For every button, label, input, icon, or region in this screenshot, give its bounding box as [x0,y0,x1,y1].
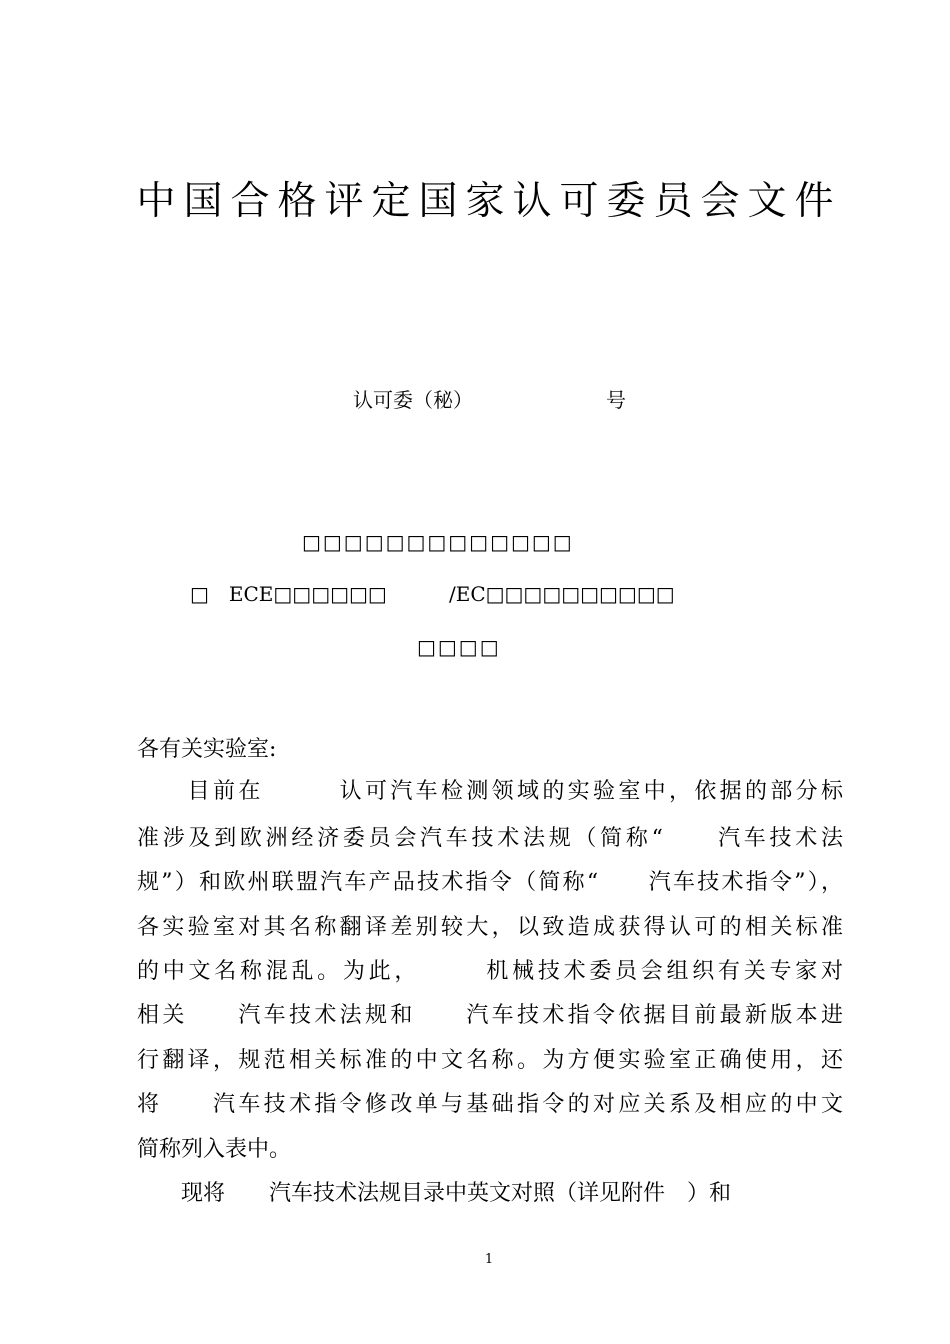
body-line: 准涉及到欧洲经济委员会汽车技术法规（简称“ 汽车技术法 [137,826,843,851]
document-number-suffix: 号 [606,388,626,412]
subject-line-1: □□□□□□□□□□□□□ [302,530,574,554]
document-number-prefix: 认可委（秘） [353,388,473,412]
salutation: 各有关实验室: [137,737,277,762]
subject-line-2a: □ ECE□□□□□□ [190,582,387,606]
subject-line-3: □□□□ [417,635,501,659]
body-line: 目前在 认可汽车检测领域的实验室中，依据的部分标 [137,779,843,804]
body-line: 现将 汽车技术法规目录中英文对照（详见附件 ）和 [137,1181,732,1206]
body-line: 行翻译，规范相关标准的中文名称。为方便实验室正确使用，还 [137,1048,843,1073]
page-number: 1 [484,1252,494,1267]
body-line: 的中文名称混乱。为此， 机械技术委员会组织有关专家对 [137,959,843,984]
body-line: 相关 汽车技术法规和 汽车技术指令依据目前最新版本进 [137,1003,843,1028]
body-line: 规”）和欧州联盟汽车产品技术指令（简称“ 汽车技术指令”）， [137,870,843,895]
body-line: 将 汽车技术指令修改单与基础指令的对应关系及相应的中文 [137,1092,843,1117]
body-line: 各实验室对其名称翻译差别较大，以致造成获得认可的相关标准 [137,915,843,940]
subject-line-2b: /EC□□□□□□□□□□ [449,582,675,606]
body-line: 简称列入表中。 [137,1137,292,1162]
page-title: 中国合格评定国家认可委员会文件 [136,179,842,224]
